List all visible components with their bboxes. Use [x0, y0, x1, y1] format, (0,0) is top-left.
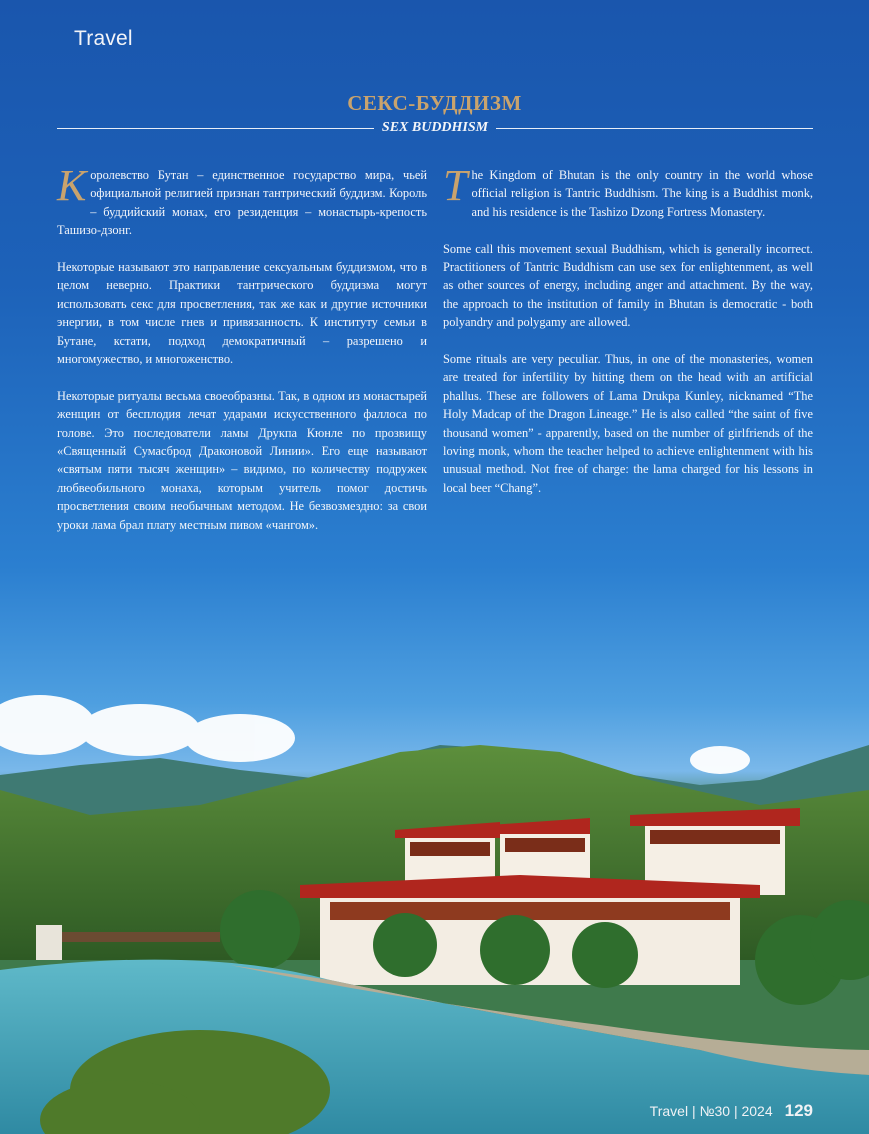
issue-info: Travel | №30 | 2024	[649, 1103, 773, 1119]
english-column	[443, 161, 813, 516]
landscape-photo	[0, 580, 869, 1134]
article-subtitle: SEX BUDDHISM	[381, 120, 489, 135]
en-paragraph-1	[443, 161, 813, 221]
ru-paragraph-1	[57, 161, 427, 240]
ru-paragraph-3: Некоторые ритуалы весьма своеобразны. Так, в одном из монастырей женщин от бесплодия лечат ударами искусственного фаллоса по голове. Это последователи ламы Друкпа Кюнле по прозвищу «Священный Сумасброд Драконовой Линии». Его еще называют «святым пяти тысяч женщин» – видимо, по количеству подружек любвеобильного монаха, которым учитель помог достичь просветления своим необычным методом. Не безвозмездно: за свои уроки лама брал плату местным пивом «чангом».	[57, 388, 427, 532]
subtitle-rule-right	[496, 128, 813, 129]
page-number: 129	[784, 1101, 813, 1120]
russian-column	[57, 161, 427, 552]
subtitle-rule-left	[57, 128, 374, 129]
section-label: Travel	[74, 27, 133, 50]
ru-dropcap: К	[57, 161, 87, 210]
en-dropcap: T	[443, 161, 468, 210]
en-paragraph-1-text: he Kingdom of Bhutan is the only country in the world whose official religion is Tantric Buddhism. The king is a Buddhist monk, and his residence is the Tashizo Dzong Fortress Monastery.	[471, 168, 813, 219]
en-paragraph-2: Some call this movement sexual Buddhism, which is generally incorrect. Practitioners of Tantric Buddhism can use sex for enlightenment, as well as other sources of energy, including anger and attachment. By the way, the approach to the institution of family in Bhutan is democratic - both polyandry and polygamy are allowed.	[443, 241, 813, 330]
bridge	[40, 932, 220, 942]
ru-paragraph-2: Некоторые называют это направление сексуальным буддизмом, что в целом неверно. Практики тантрического буддизма могут использовать секс для просветления, так же как и другие источники энергии, в том числе гнев и привязанность. К институту семьи в Бутане, кстати, подход демократичный – разрешено и многомужество, и многоженство.	[57, 260, 427, 367]
ru-paragraph-1-text: оролевство Бутан – единственное государство мира, чьей официальной религией признан тантрический буддизм. Король – буддийский монах, его резиденция – монастырь-крепость Ташизо-дзонг.	[57, 168, 427, 238]
article-title: СЕКС-БУДДИЗМ	[347, 91, 522, 115]
page-footer	[650, 1101, 813, 1121]
en-paragraph-3: Some rituals are very peculiar. Thus, in one of the monasteries, women are treated for infertility by hitting them on the head with an artificial phallus. These are followers of Lama Drukpa Kunley, nicknamed “The Holy Madcap of the Dragon Lineage.” He is also called “the saint of five thousand women” - apparently, based on the number of girlfriends of the loving monk, whom the teacher helped to achieve enlightenment with his unusual method. Not free of charge: the lama charged for his lessons in local beer “Chang”.	[443, 352, 813, 495]
subtitle-row	[57, 119, 813, 137]
